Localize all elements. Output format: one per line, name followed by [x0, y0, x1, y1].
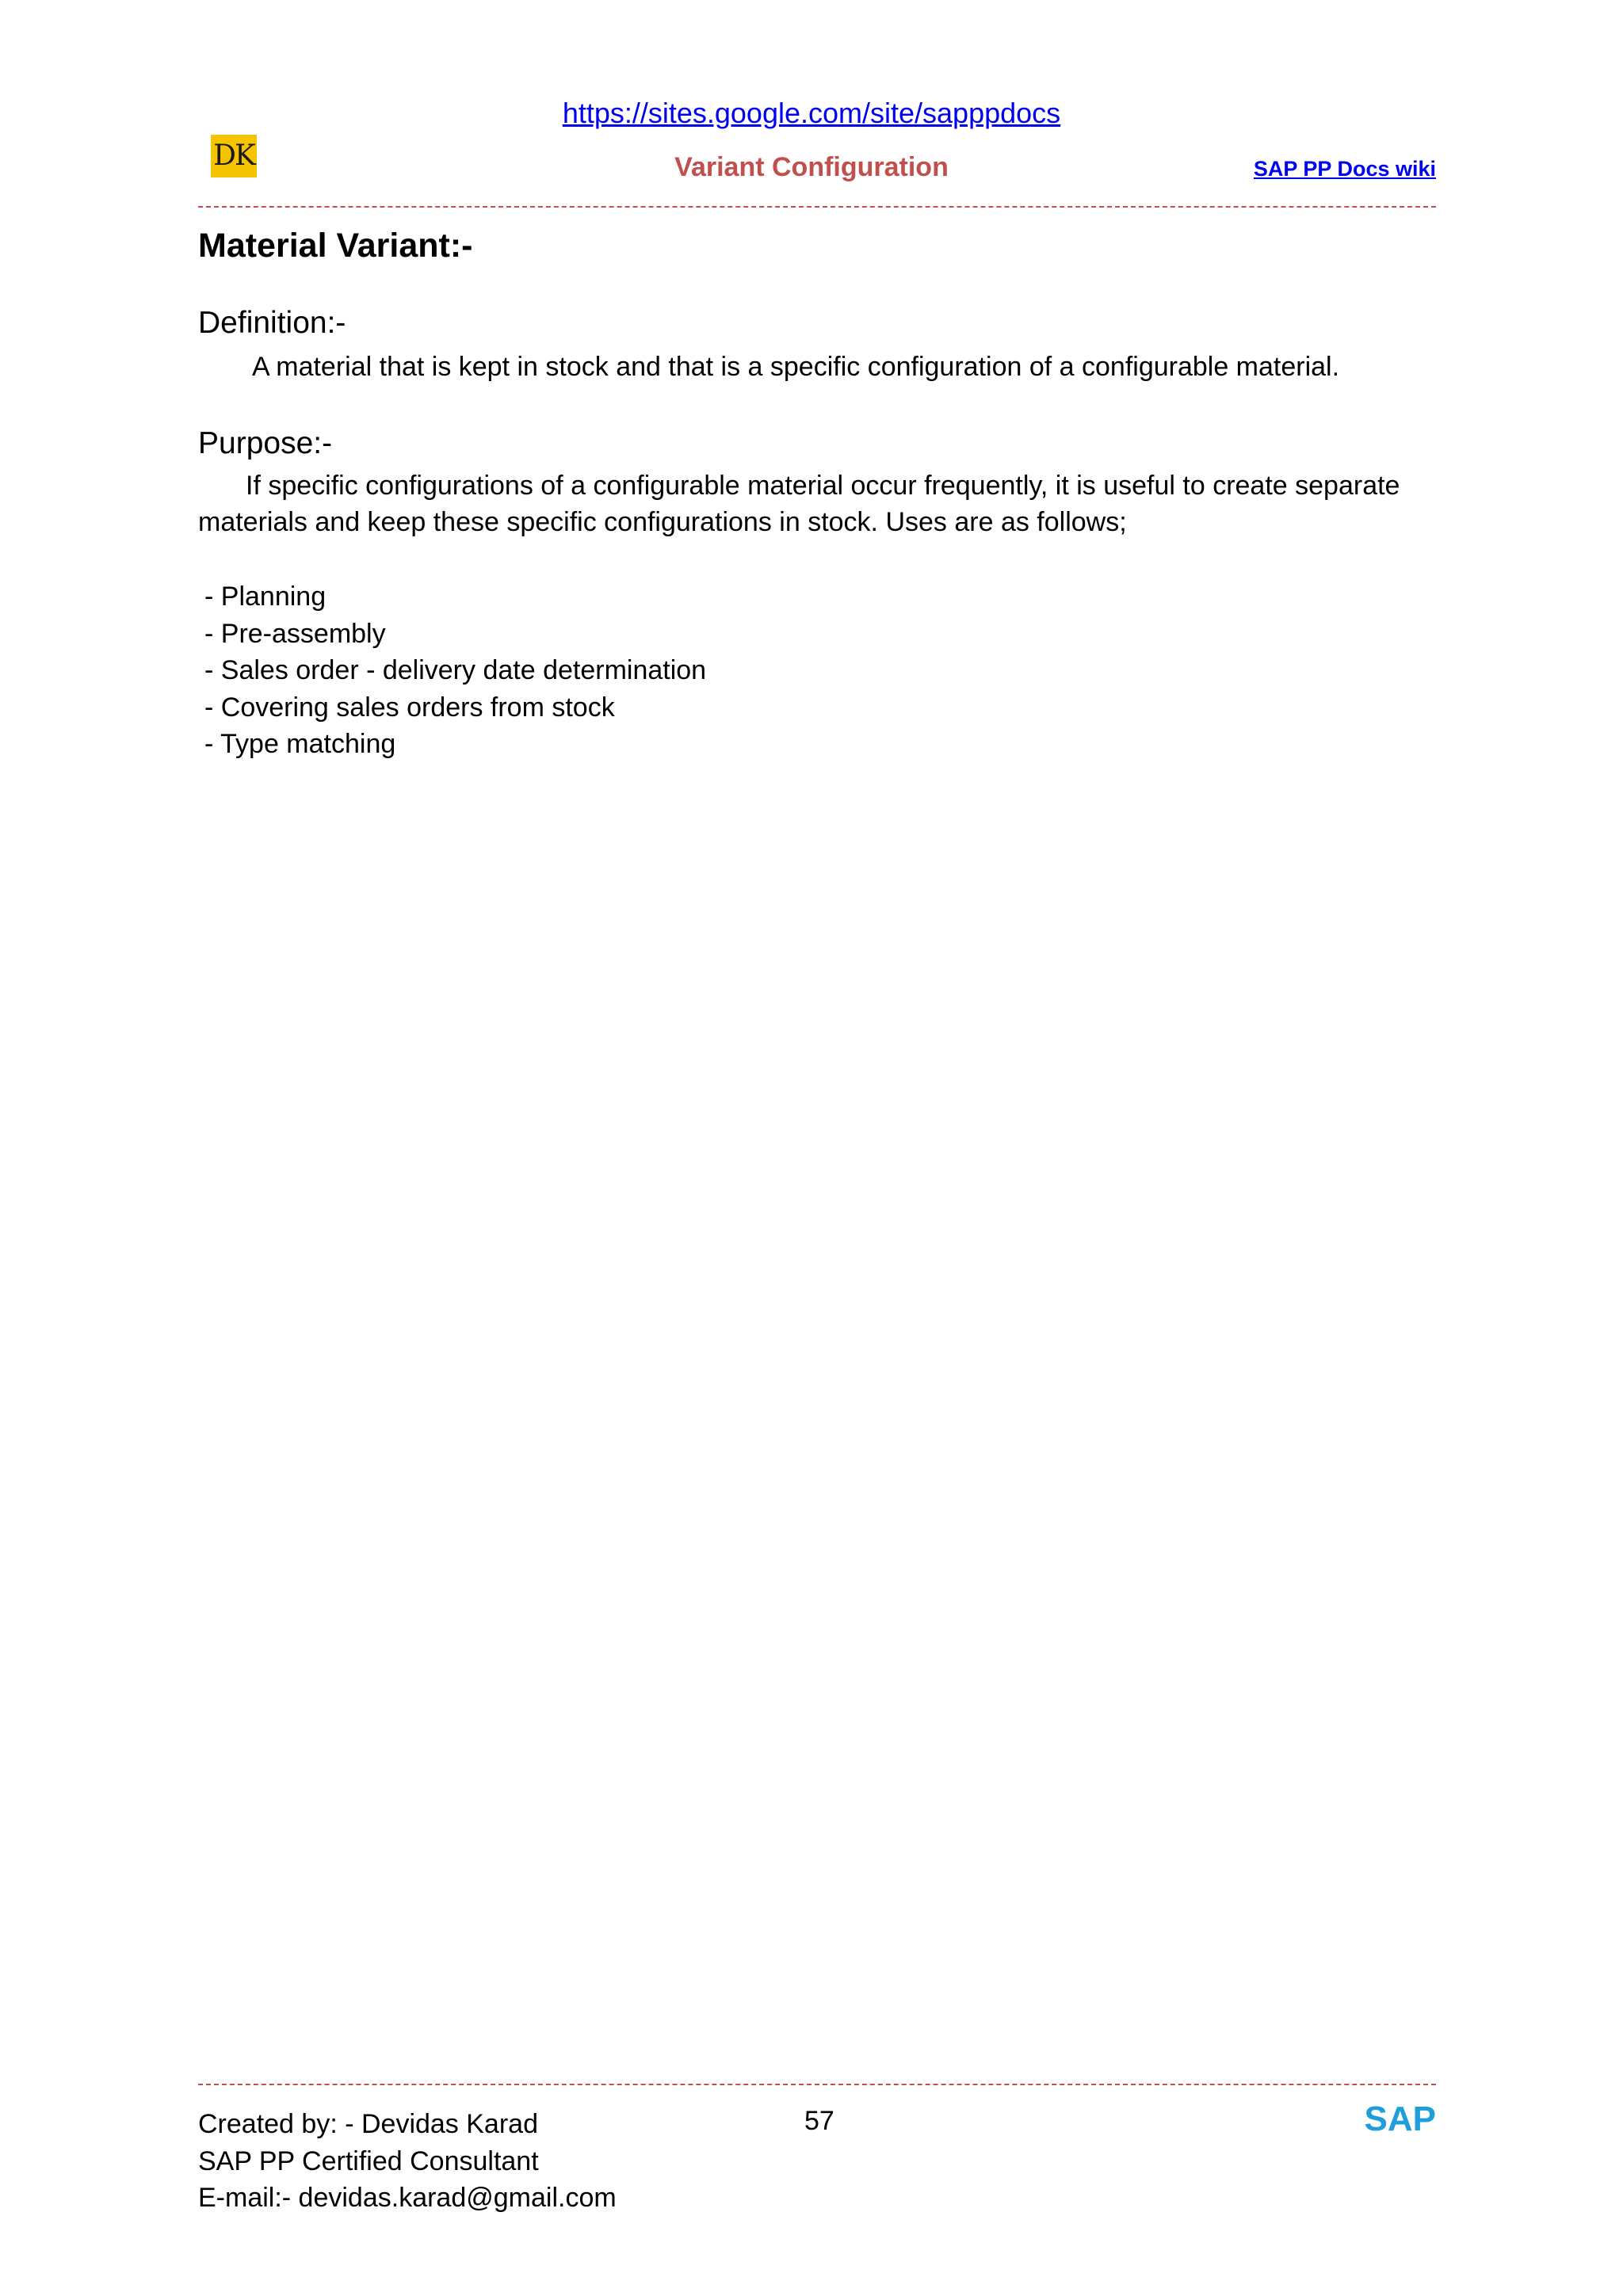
- list-item: - Sales order - delivery date determination: [204, 655, 707, 685]
- dk-logo: DK: [211, 135, 257, 177]
- site-url-link[interactable]: https://sites.google.com/site/sapppdocs: [562, 97, 1061, 129]
- document-section-title: Variant Configuration: [674, 152, 949, 182]
- list-item: - Pre-assembly: [204, 618, 386, 649]
- page-heading: Material Variant:-: [198, 227, 473, 265]
- header-divider: [198, 206, 1436, 208]
- sap-brand: SAP: [1364, 2100, 1436, 2138]
- page-number: 57: [804, 2106, 834, 2136]
- purpose-label: Purpose:-: [198, 426, 333, 460]
- author-role: SAP PP Certified Consultant: [198, 2145, 539, 2176]
- list-item: - Planning: [204, 582, 327, 612]
- author-email: E-mail:- devidas.karad@gmail.com: [198, 2183, 617, 2213]
- list-item: - Type matching: [204, 729, 396, 759]
- wiki-link[interactable]: SAP PP Docs wiki: [1253, 157, 1436, 181]
- list-item: - Covering sales orders from stock: [204, 692, 615, 723]
- author-name: Created by: - Devidas Karad: [198, 2109, 538, 2139]
- purpose-text: If specific configurations of a configurable material occur frequently, it is useful to create separate materials and keep these specific configurations in stock. Uses are as follows;: [198, 471, 1400, 537]
- definition-text: A material that is kept in stock and that is a specific configuration of a configurable material.: [252, 352, 1340, 382]
- uses-list: [204, 578, 706, 763]
- definition-label: Definition:-: [198, 306, 346, 340]
- footer-divider: [198, 2084, 1436, 2085]
- author-block: [198, 2106, 617, 2217]
